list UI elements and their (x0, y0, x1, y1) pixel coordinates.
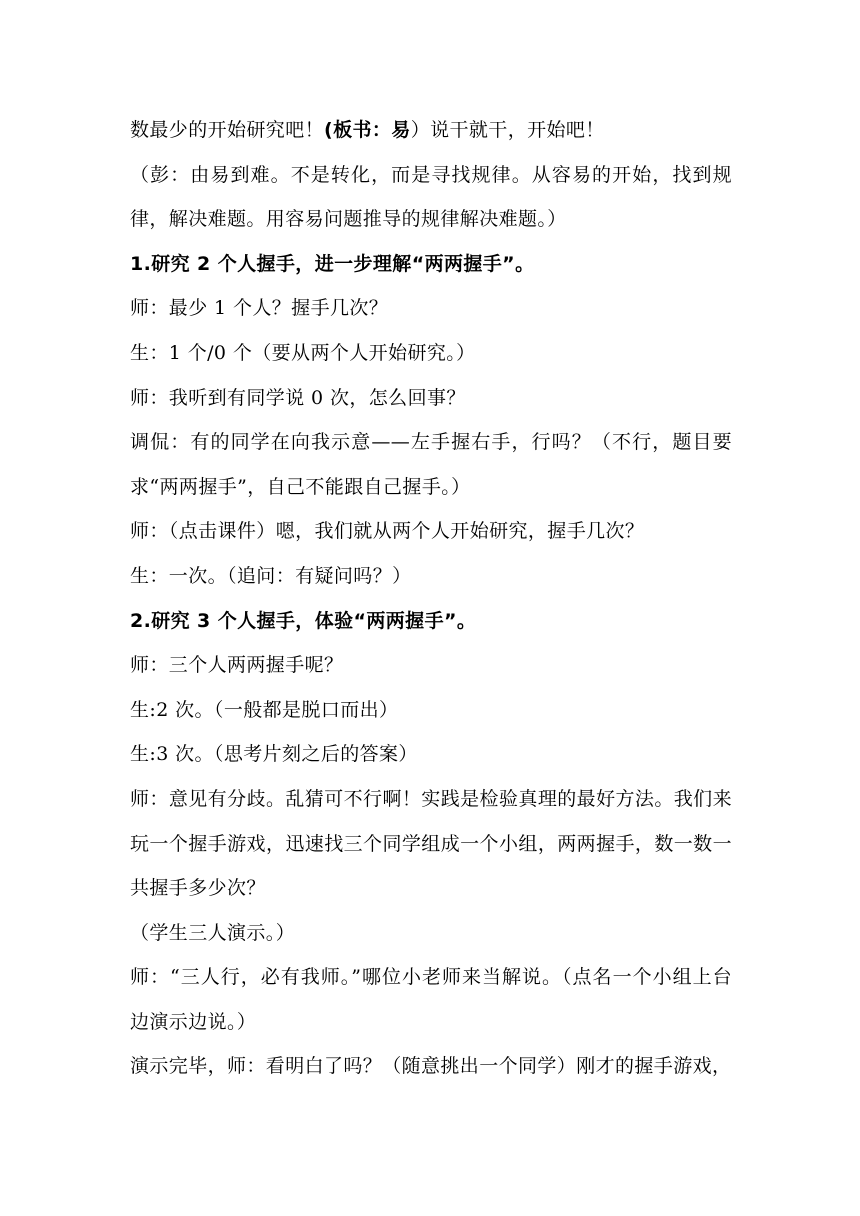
paragraph-note: （彭：由易到难。不是转化，而是寻找规律。从容易的开始，找到规律，解决难题。用容易问题推导的规律解决难题。） (130, 163, 732, 231)
dialogue-line: 演示完毕，师：看明白了吗？（随意挑出一个同学）刚才的握手游戏， (130, 1055, 732, 1078)
dialogue-line: 师：三个人两两握手呢？ (130, 654, 344, 677)
dialogue-line: （学生三人演示。） (130, 921, 296, 944)
document-body (130, 108, 732, 1089)
dialogue-line: 生:3 次。（思考片刻之后的答案） (130, 743, 418, 766)
dialogue-line: 生：1 个/0 个（要从两个人开始研究。） (130, 341, 476, 364)
dialogue-line: 生:2 次。（一般都是脱口而出） (130, 698, 399, 721)
dialogue-line: 师：最少 1 个人？握手几次？ (130, 297, 389, 320)
dialogue-line: 调侃：有的同学在向我示意——左手握右手，行吗？（不行，题目要求“两两握手”，自己不能跟自己握手。） (130, 431, 732, 498)
text-span: ）说干就干，开始吧！ (410, 119, 605, 141)
board-note: (板书：易 (324, 119, 411, 141)
paragraph-intro (130, 108, 732, 153)
dialogue-line: 师：“三人行，必有我师。”哪位小老师来当解说。（点名一个小组上台边演示边说。） (130, 966, 732, 1033)
section-heading-1: 1.研究 2 个人握手，进一步理解“两两握手”。 (130, 252, 535, 275)
dialogue-line: 生：一次。（追问：有疑问吗？） (130, 564, 412, 587)
dialogue-line: 师：意见有分歧。乱猜可不行啊！实践是检验真理的最好方法。我们来玩一个握手游戏，迅速找三个同学组成一个小组，两两握手，数一数一共握手多少次？ (130, 787, 732, 900)
dialogue-line: 师：（点击课件）嗯，我们就从两个人开始研究，握手几次？ (130, 520, 645, 543)
section-heading-2: 2.研究 3 个人握手，体验“两两握手”。 (130, 609, 477, 632)
text-span: 数最少的开始研究吧！ (130, 119, 325, 141)
dialogue-line: 师：我听到有同学说 0 次，怎么回事？ (130, 386, 466, 409)
